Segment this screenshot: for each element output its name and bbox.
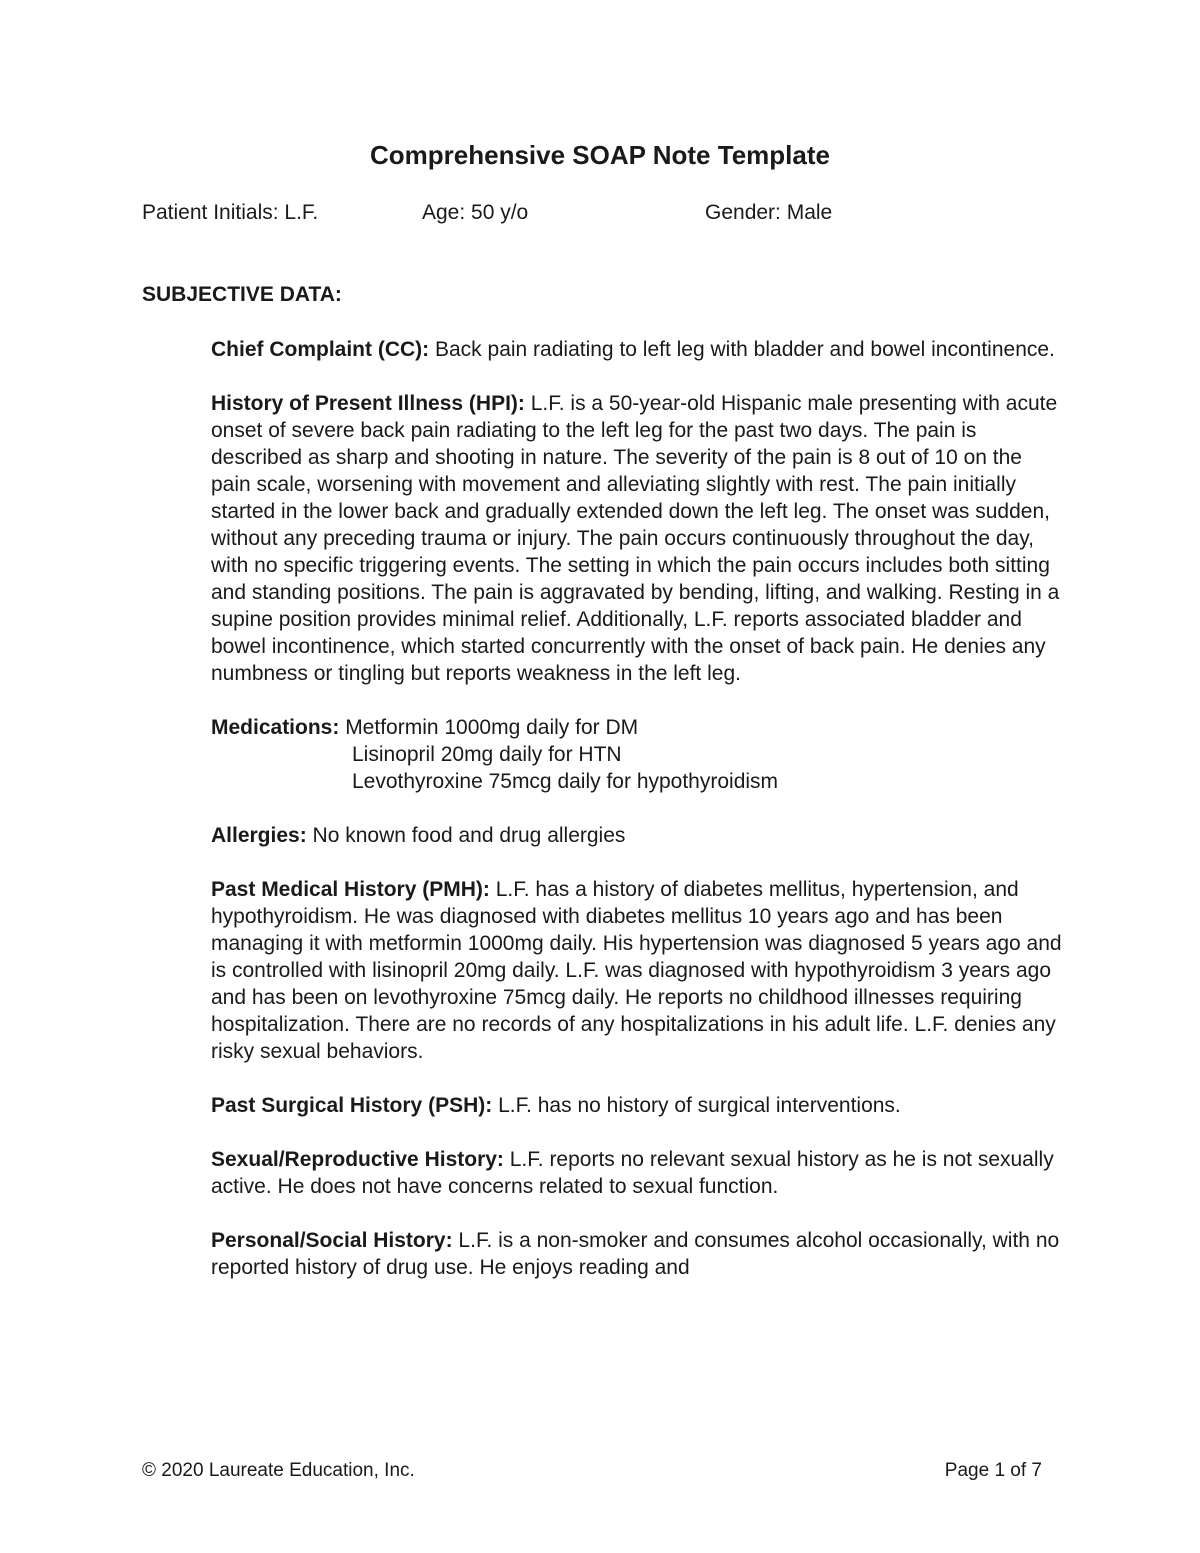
psh-label: Past Surgical History (PSH): [211,1094,493,1117]
section-heading-subjective: SUBJECTIVE DATA: [142,283,342,306]
social-history-text: L.F. is a non-smoker and consumes alcohol occasionally, with no reported history of drug use. He enjoys reading and [211,1229,1060,1279]
chief-complaint [211,336,1066,363]
hpi-label: History of Present Illness (HPI): [211,392,525,415]
patient-info-row [142,201,1042,231]
chief-complaint-label: Chief Complaint (CC): [211,338,430,361]
subjective-content [211,336,1066,1308]
past-surgical-history [211,1092,1066,1119]
pmh-text: L.F. has a history of diabetes mellitus, hypertension, and hypothyroidism. He was diagnosed with diabetes mellitus 10 years ago and has been managing it with metformin 1000mg daily. His hypertension was diagnosed 5 years ago and is controlled with lisinopril 20mg daily. L.F. was diagnosed with hypothyroidism 3 years ago and has been on levothyroxine 75mcg daily. He reports no childhood illnesses requiring hospitalization. There are no records of any hospitalizations in his adult life. L.F. denies any risky sexual behaviors. [211,878,1062,1063]
hpi [211,390,1066,687]
patient-initials: Patient Initials: L.F. [142,201,319,224]
patient-gender: Gender: Male [705,201,833,224]
medications-label: Medications: [211,716,340,739]
medication-item: Levothyroxine 75mcg daily for hypothyroidism [352,770,779,793]
sexual-reproductive-history [211,1146,1066,1200]
allergies [211,822,1066,849]
social-history-label: Personal/Social History: [211,1229,453,1252]
allergies-text: No known food and drug allergies [306,824,626,847]
footer-page-number: Page 1 of 7 [944,1460,1042,1481]
hpi-text: L.F. is a 50-year-old Hispanic male presenting with acute onset of severe back pain radiating to the left leg for the past two days. The pain is described as sharp and shooting in nature. The severity of the pain is 8 out of 10 on the pain scale, worsening with movement and alleviating slightly with rest. The pain initially started in the lower back and gradually extended down the left leg. The onset was sudden, without any preceding trauma or injury. The pain occurs continuously throughout the day, with no specific triggering events. The setting in which the pain occurs includes both sitting and standing positions. The pain is aggravated by bending, lifting, and walking. Resting in a supine position provides minimal relief. Additionally, L.F. reports associated bladder and bowel incontinence, which started concurrently with the onset of back pain. He denies any numbness or tingling but reports weakness in the left leg. [211,392,1060,685]
medication-item: Lisinopril 20mg daily for HTN [352,743,622,766]
psh-text: L.F. has no history of surgical interventions. [492,1094,901,1117]
chief-complaint-text: Back pain radiating to left leg with bladder and bowel incontinence. [429,338,1055,361]
footer-copyright: © 2020 Laureate Education, Inc. [142,1460,415,1481]
page-title: Comprehensive SOAP Note Template [370,140,830,170]
sexual-history-label: Sexual/Reproductive History: [211,1148,504,1171]
pmh-label: Past Medical History (PMH): [211,878,490,901]
past-medical-history [211,876,1066,1065]
patient-age: Age: 50 y/o [422,201,529,224]
medications [211,714,1066,795]
allergies-label: Allergies: [211,824,307,847]
personal-social-history [211,1227,1066,1281]
sexual-history-text: L.F. reports no relevant sexual history as he is not sexually active. He does not have concerns related to sexual function. [211,1148,1054,1198]
medication-item: Metformin 1000mg daily for DM [339,716,639,739]
